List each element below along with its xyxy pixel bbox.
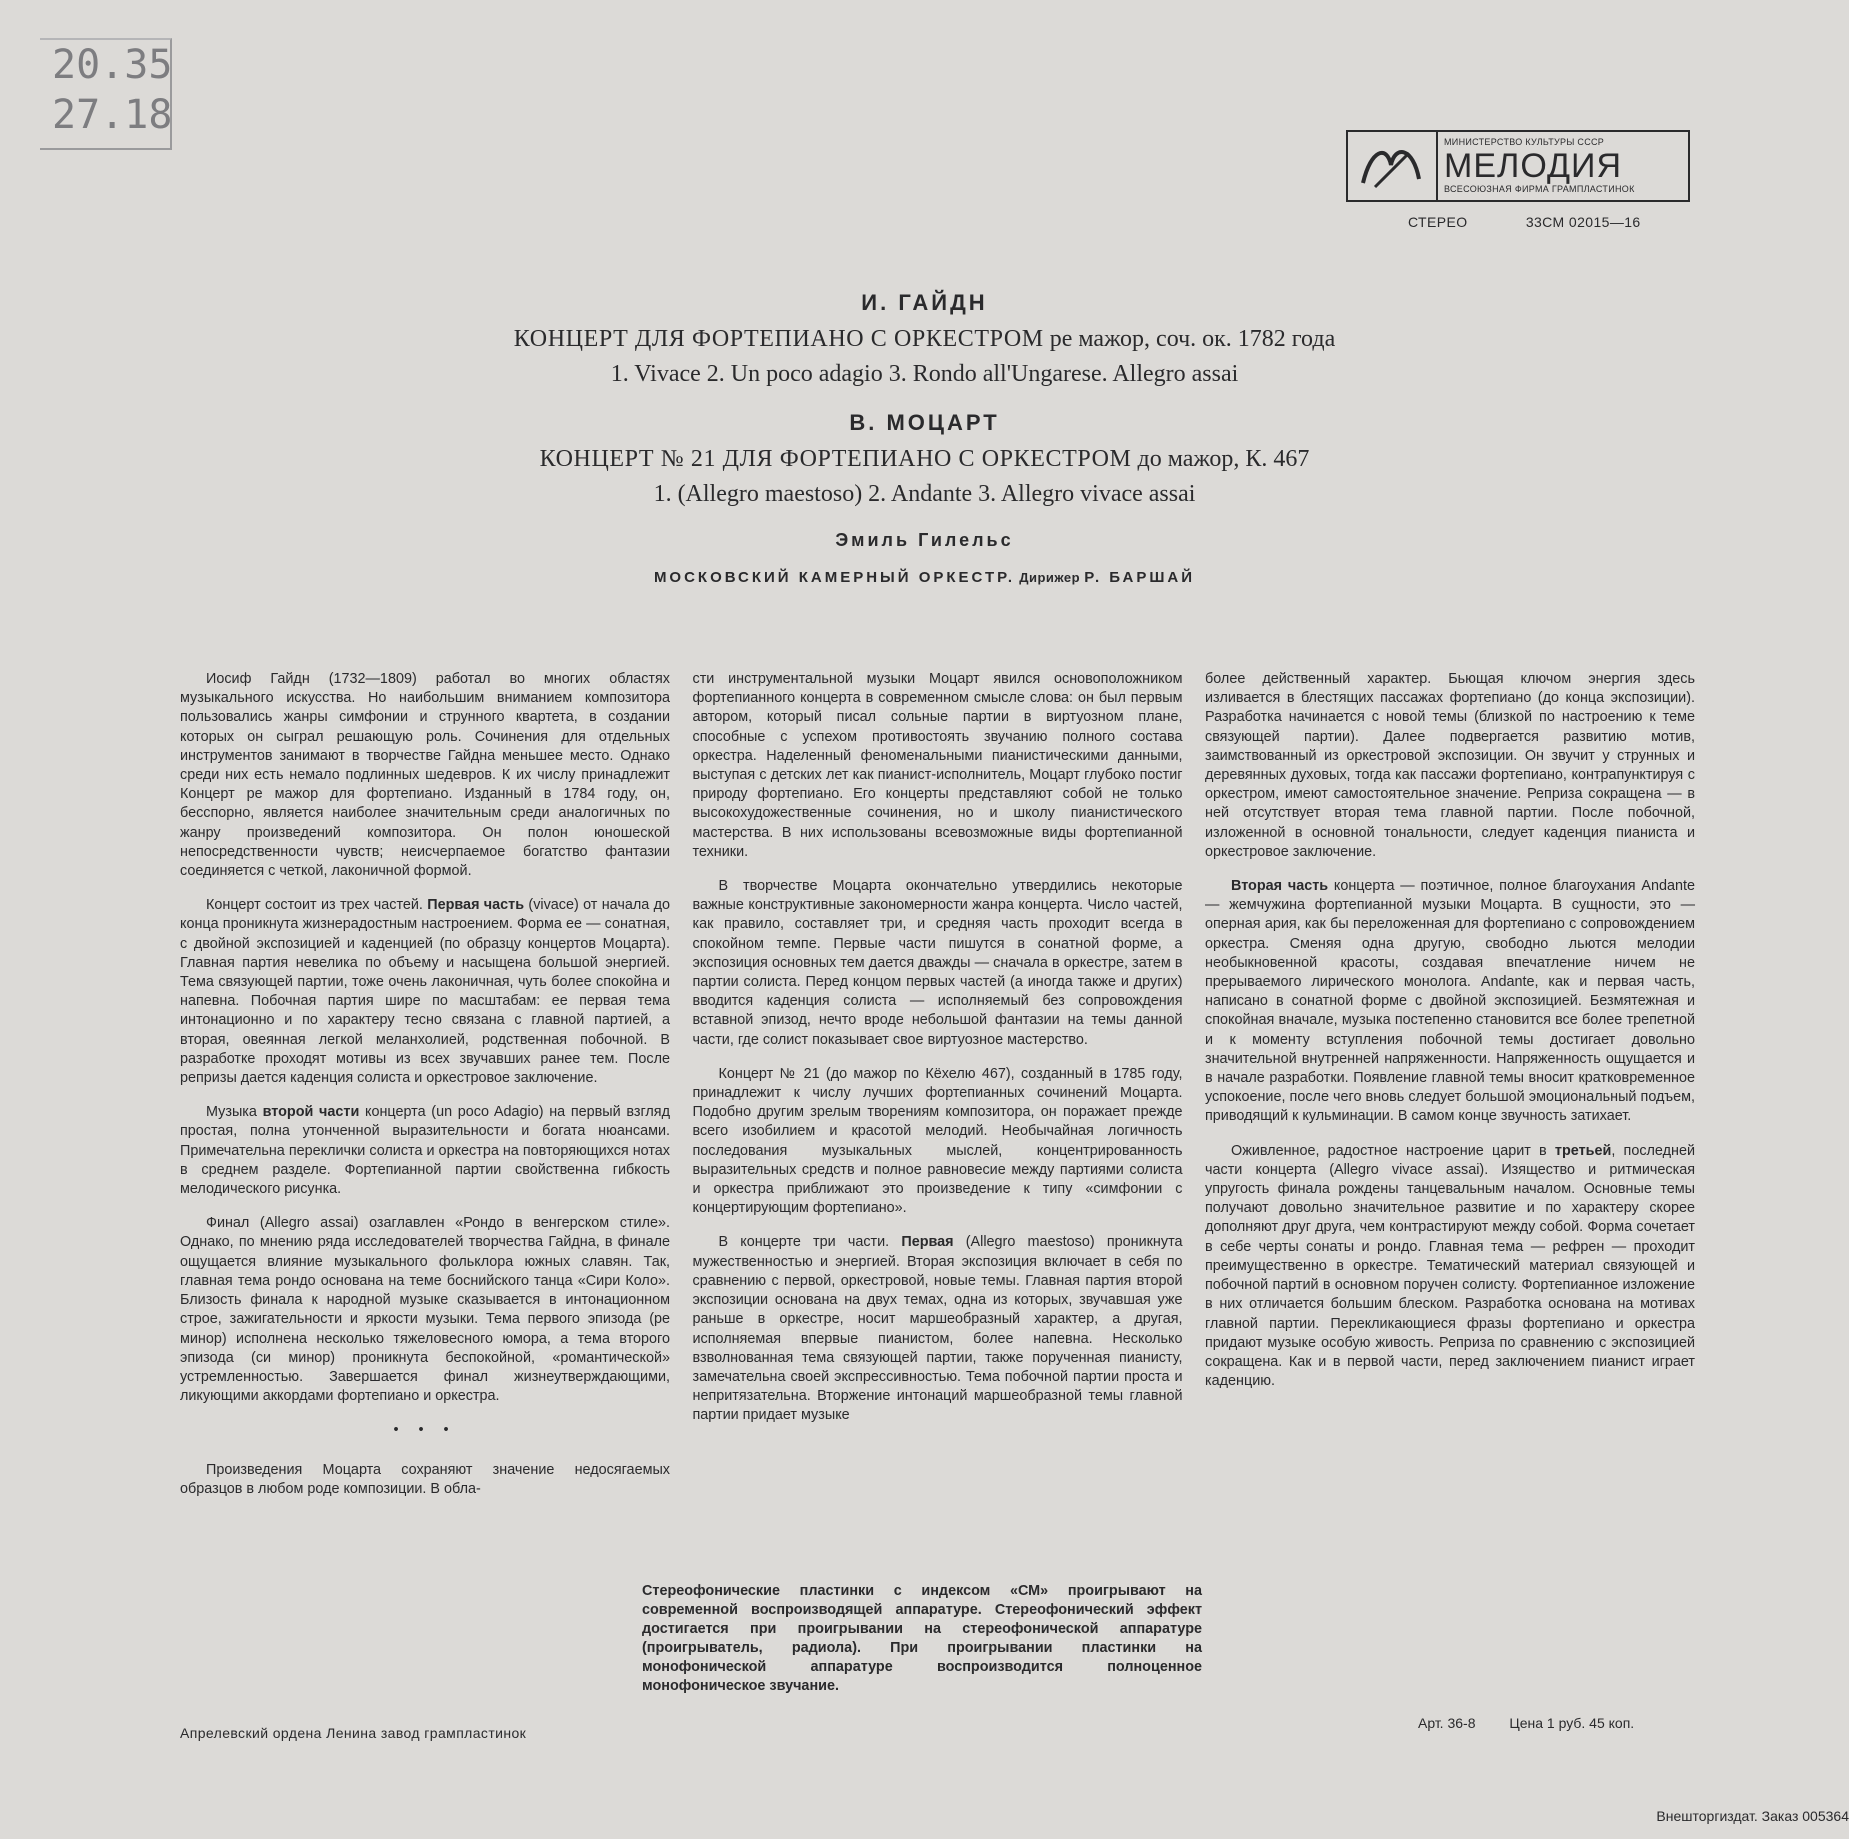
stereo-note: Стереофонические пластинки с индексом «СМ» проигрывают на современной воспроизводящей аппаратуре. Стереофонический эффект достигается при проигрывании на стереофонической аппаратуре (проигрыватель, радиола). При проигрывании пластинки на монофонической аппаратуре воспроизводится полноценное монофоническое звучание. [642,1583,1202,1694]
movements-haydn: 1. Vivace 2. Un poco adagio 3. Rondo all'Ungarese. Allegro assai [610,361,1239,387]
stereo-label: СТЕРЕО [1408,214,1468,230]
program-header [0,290,1849,586]
melodiya-emblem-icon [1348,132,1438,200]
paragraph: Оживленное, радостное настроение царит в третьей, последней части концерта (Allegro vivace assai). Изящество и ритмическая упругость финала рождены танцевальным началом. Основные темы получают довольно значительное развитие и по характеру скорее дополняют друг друга, чем контрастируют между собой. Форма сочетает в себе черты сонаты и рондо. Главная тема — рефрен — проходит преимущественно в оркестре. Тематический материал связующей и побочной партий в основном поручен солисту. Фортепианное изложение в них отличается большим блеском. Разработка основана на мотивах главной партии. Перекликающиеся фразы фортепиано и оркестра придают музыке особую живость. Реприза по сравнению с экспозицией сокращена. Как и в первой части, перед заключением пианист играет каденцию. [1205,1142,1695,1390]
movements-mozart: 1. (Allegro maestoso) 2. Andante 3. Allegro vivace assai [653,481,1196,507]
logo-name: МЕЛОДИЯ [1444,147,1623,185]
paragraph: Концерт № 21 (до мажор по Кёхелю 467), созданный в 1785 году, принадлежит к числу лучших фортепианных сочинений Моцарта. Подобно другим зрелым творениям композитора, он поражает прежде всего изобилием и красотой мелодий. Необычайная логичность последования музыкальных мыслей, концентрированность выразительных средств и полное равновесие между партиями солиста и оркестра приближают это произведение к типу «симфонии с концертирующим фортепиано». [692,1065,1183,1217]
column-3 [1205,670,1695,1514]
factory-name: Апрелевский ордена Ленина завод грампластинок [180,1725,527,1741]
soloist: Эмиль Гилельс [835,530,1014,550]
paragraph: более действенный характер. Бьющая ключом энергия здесь изливается в блестящих пассажах фортепиано (до конца экспозиции). Разработка начинается с новой темы (близкой по настроению к теме связующей партии). Далее подвергается развитию мотив, заимствованный из оркестровой экспозиции. Он звучит у струнных и деревянных духовых, тогда как пассажи фортепиано, контрапунктируя с оркестром, имеют самостоятельное значение. Реприза сокращена — в ней отсутствует вторая тема главной партии. После побочной, изложенной в основной тональности, следует каденция пианиста и оркестровое заключение. [1205,671,1695,860]
composer-mozart: В. МОЦАРТ [849,410,1000,435]
print-order: Внешторгиздат. Заказ 005364 [1656,1808,1849,1824]
column-2 [693,670,1183,1514]
stamp-line-2: 27.18 [52,92,173,138]
price-stamp [40,38,172,150]
logo-ministry: МИНИСТЕРСТВО КУЛЬТУРЫ СССР [1444,137,1605,147]
paragraph: сти инструментальной музыки Моцарт явился основоположником фортепианного концерта в современном смысле слова: он был первым автором, который писал сольные партии в виртуозном плане, способные с успехом противостоять звучанию полного состава оркестра. Наделенный феноменальными пианистическими данными, выступая с детских лет как пианист-исполнитель, Моцарт глубоко постиг природу фортепиано. Его концерты представляют собой не только высокохудожественные сочинения, но и школу пианистического мастерства. В них использованы всевозможные виды фортепианной техники. [692,671,1183,860]
column-1 [180,670,670,1514]
price: Цена 1 руб. 45 коп. [1509,1715,1635,1731]
paragraph: В концерте три части. Первая (Allegro maestoso) проникнута мужественностью и энергией. Вторая экспозиция включает в себя по сравнению с первой, оркестровой, новые темы. Главная партия второй экспозиции основана на двух темах, одна из которых, звучавшая уже раньше в оркестре, носит маршеобразный характер, а другая, исполняемая впервые пианистом, более напевна. Несколько взволнованная тема связующей партии, также порученная пианисту, замечательна своей экспрессивностью. Тема побочной партии проста и непритязательна. Вторжение интонаций маршеобразной темы главной партии придает музыке [692,1234,1183,1424]
paragraph: Произведения Моцарта сохраняют значение недосягаемых образцов в любом роде композиции. В обла- [180,1461,670,1497]
orchestra-line: МОСКОВСКИЙ КАМЕРНЫЙ ОРКЕСТР. Дирижер Р. БАРШАЙ [653,569,1196,586]
price-info [1418,1715,1664,1731]
paragraph: Музыка второй части концерта (un poco Adagio) на первый взгляд простая, полна утонченной выразительности и богата нюансами. Примечательна переклички солиста и оркестра на повторяющихся нотах в среднем разделе. Фортепианной партии свойственна гибкость мелодического рисунка. [180,1104,670,1198]
paragraph: Финал (Allegro assai) озаглавлен «Рондо в венгерском стиле». Однако, по мнению ряда исследователей творчества Гайдна, в финале ощущается влияние музыкального фольклора южных славян. Так, главная тема рондо основана на теме боснийского танца «Сири Коло». Близость финала к народной музыке сказывается в интонационном строе, зажигательности и яркости музыки. Тема первого эпизода (ре минор) исполнена несколько тяжеловесного юмора, а тема второго эпизода (си минор) проникнута беспокойной, «романтической» устремленностью. Завершается финал жизнеутверждающими, ликующими аккордами фортепиано и оркестра. [180,1215,670,1405]
work-mozart: КОНЦЕРТ № 21 ДЛЯ ФОРТЕПИАНО С ОРКЕСТРОМ до мажор, К. 467 [539,446,1310,472]
work-haydn: КОНЦЕРТ ДЛЯ ФОРТЕПИАНО С ОРКЕСТРОМ ре мажор, соч. ок. 1782 года [513,326,1336,352]
composer-haydn: И. ГАЙДН [861,290,988,315]
article-number: Арт. 36-8 [1418,1715,1476,1731]
paragraph: Вторая часть концерта — поэтичное, полное благоухания Andante — жемчужина фортепианной музыки Моцарта. В сущности, это — оперная ария, как бы переложенная для фортепиано с сопровождением оркестра. Сменяя одна другую, свободно льются мелодии необыкновенной красоты, создавая впечатление ничем не прерываемого лирического монолога. Andante, как и первая часть, написано в сонатной форме с двойной экспозицией. Безмятежная и спокойная вначале, музыка постепенно становится все более трепетной и к моменту вступления побочной темы достигает довольно значительной внутренней напряженности. Напряженность ощущается и в начале разработки. Появление главной темы вносит кратковременное успокоение, после чего вновь следует большой эмоциональный подъем, приводящий к кульминации. В самом конце звучность затихает. [1205,878,1695,1125]
paragraph: Иосиф Гайдн (1732—1809) работал во многих областях музыкального искусства. Но наибольшим вниманием композитора пользовались жанры симфонии и струнного квартета, в создании которых он сыграл решающую роль. Сочинения для отдельных инструментов занимают в творчестве Гайдна меньшее место. Однако среди них есть немало подлинных шедевров. К их числу принадлежит Концерт ре мажор для фортепиано. Изданный в 1784 году, он, бесспорно, является наиболее значительным среди аналогичных по жанру произведений композитора. Он полон юношеской непосредственности чувств; неисчерпаемое богатство фантазии соединяется с четкой, лаконичной формой. [180,671,670,880]
paragraph: В творчестве Моцарта окончательно утвердились некоторые важные конструктивные закономерности жанра концерта. Число частей, как правило, составляет три, и средняя часть проходит всегда в спокойном темпе. Первые части пишутся в сонатной форме, а экспозиция основных тем дается дважды — сначала в оркестре, затем в партии солиста. Перед концом первых частей (а иногда также и других) вводится каденция солиста — исполняемый без сопровождения вставной эпизод, нечто вроде небольшой фантазии на темы данной части, где солист показывает свое виртуозное мастерство. [692,878,1183,1048]
paragraph: Концерт состоит из трех частей. Первая часть (vivace) от начала до конца проникнута жизнерадостным настроением. Форма ее — сонатная, с двойной экспозицией и каденцией (по образцу концертов Моцарта). Главная партия невелика по объему и насыщена большой энергией. Тема связующей партии, тоже очень лаконичная, чуть более спокойна и напевна. Побочная партия шире по масштабам: ее первая тема интонационно и по характеру тесно связана с главной партией, а вторая, овеянная легкой меланхолией, родственная побочной. В разработке проходят мотивы из всех звучавших ранее тем. После репризы дается каденция солиста и оркестровое заключение. [180,897,670,1087]
stamp-line-1: 20.35 [52,42,173,88]
catalog-number: 33СМ 02015—16 [1525,214,1641,230]
liner-notes [180,670,1695,1514]
catalog-info [1408,214,1695,230]
melodiya-logo [1346,130,1690,202]
logo-subtitle: ВСЕСОЮЗНАЯ ФИРМА ГРАМПЛАСТИНОК [1444,184,1635,194]
separator-dots: • • • [393,1422,457,1439]
